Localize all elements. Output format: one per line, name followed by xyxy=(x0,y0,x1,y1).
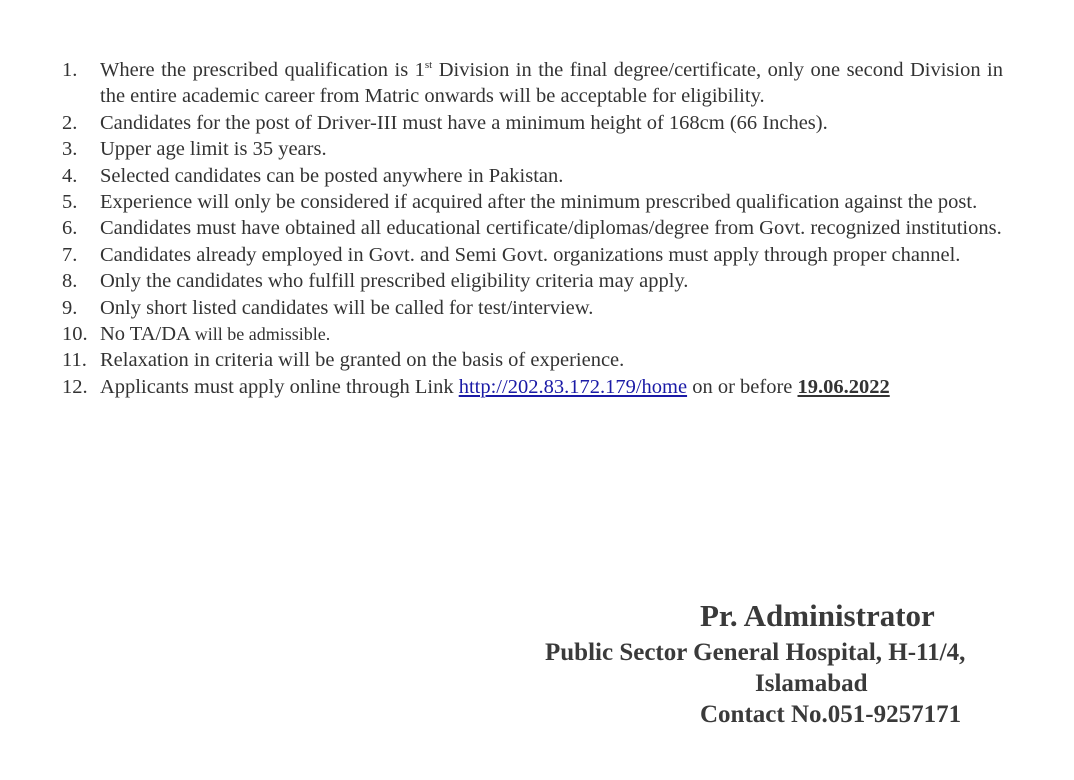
condition-item-7 xyxy=(62,242,1003,268)
item-text-small: will be admissible. xyxy=(194,324,331,345)
item-number: 6. xyxy=(62,217,78,240)
signatory-title: Pr. Administrator xyxy=(700,598,935,633)
condition-item-10 xyxy=(62,321,1003,347)
item-number: 10. xyxy=(62,323,88,346)
condition-item-12 xyxy=(62,374,1003,400)
item-text: Candidates already employed in Govt. and Semi Govt. organizations must apply through proper channel. xyxy=(100,243,961,266)
item-text: Candidates for the post of Driver-III must have a minimum height of 168cm (66 Inches). xyxy=(100,111,828,134)
condition-item-8 xyxy=(62,268,1003,294)
item-number: 9. xyxy=(62,296,78,319)
item-text: Candidates must have obtained all educational certificate/diplomas/degree from Govt. recognized institutions. xyxy=(100,217,1002,240)
condition-item-11 xyxy=(62,347,1003,373)
organization-name: Public Sector General Hospital, H-11/4, xyxy=(545,639,966,666)
condition-item-4 xyxy=(62,163,1003,189)
conditions-list xyxy=(62,57,1003,400)
item-number: 1. xyxy=(62,59,78,81)
item-text: Where the prescribed qualification is 1 xyxy=(100,59,425,81)
condition-item-9 xyxy=(62,295,1003,321)
item-number: 12. xyxy=(62,375,88,398)
item-number: 5. xyxy=(62,191,78,214)
item-text-continued: on or before xyxy=(687,375,798,398)
item-text: Upper age limit is 35 years. xyxy=(100,138,327,161)
superscript-ordinal: st xyxy=(424,59,433,71)
item-text-continued: Division in the final degree/certificate, only one second Division in the entire academic career from Matric onwards will be acceptable for eligibility. xyxy=(100,59,1003,108)
contact-number: Contact No.051-9257171 xyxy=(700,701,962,728)
item-text: Only short listed candidates will be called for test/interview. xyxy=(100,296,594,319)
item-number: 8. xyxy=(62,270,78,293)
item-number: 4. xyxy=(62,164,78,187)
item-text: No TA/DA xyxy=(100,323,195,346)
item-text: Selected candidates can be posted anywhere in Pakistan. xyxy=(100,164,564,187)
condition-item-6 xyxy=(62,215,1003,241)
item-number: 2. xyxy=(62,111,78,134)
item-number: 11. xyxy=(62,349,87,372)
item-text: Experience will only be considered if acquired after the minimum prescribed qualification against the post. xyxy=(100,191,978,214)
item-text: Only the candidates who fulfill prescribed eligibility criteria may apply. xyxy=(100,270,689,293)
item-number: 3. xyxy=(62,138,78,161)
apply-online-link[interactable]: http://202.83.172.179/home xyxy=(458,375,688,398)
item-text: Applicants must apply online through Link xyxy=(100,375,459,398)
city-name: Islamabad xyxy=(755,670,868,697)
condition-item-2 xyxy=(62,110,1003,136)
deadline-date: 19.06.2022 xyxy=(797,375,890,398)
item-text: Relaxation in criteria will be granted on the basis of experience. xyxy=(100,349,625,372)
item-number: 7. xyxy=(62,243,78,266)
condition-item-1 xyxy=(62,57,1003,110)
condition-item-5 xyxy=(62,189,1003,215)
condition-item-3 xyxy=(62,136,1003,162)
